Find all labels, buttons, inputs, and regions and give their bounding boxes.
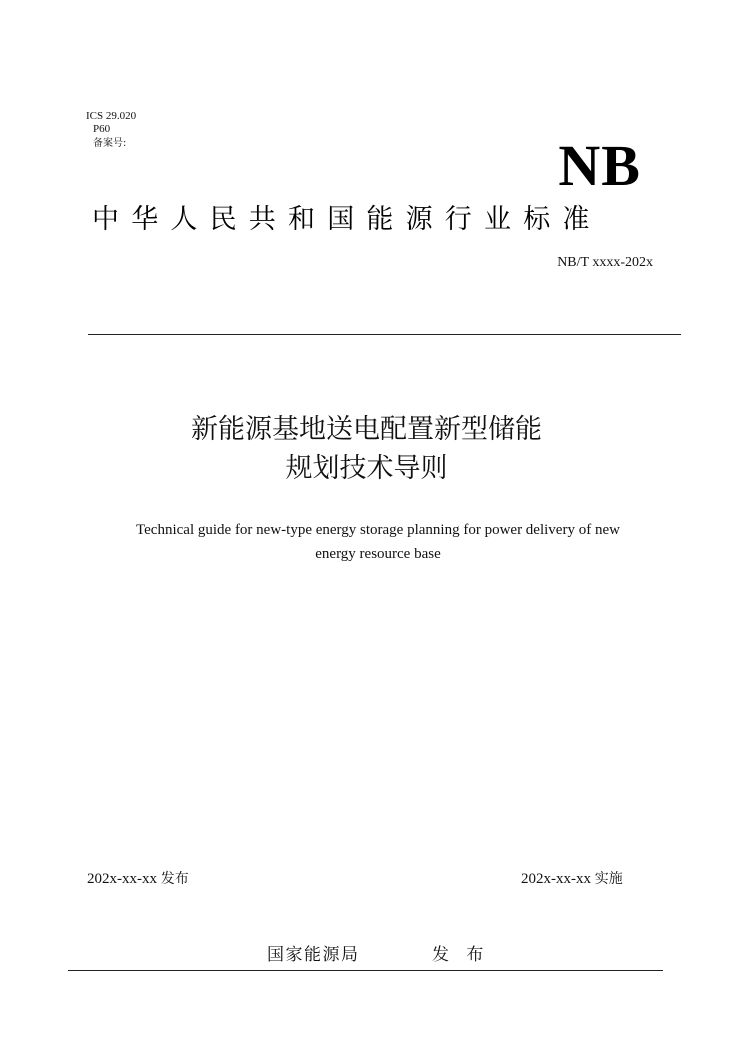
ics-code: ICS 29.020: [86, 110, 137, 122]
standard-number: NB/T xxxx-202x: [557, 255, 653, 270]
title-en-line1: Technical guide for new-type energy storage planning for power delivery of new: [136, 522, 620, 538]
title-cn-line1: 新能源基地送电配置新型储能: [191, 414, 542, 445]
issue-label: 发布: [160, 871, 189, 887]
nb-logo: NB: [558, 133, 641, 198]
standard-heading: 中华人民共和国能源行业标准: [92, 204, 602, 235]
implement-date: 202x-xx-xx: [521, 871, 591, 887]
title-en-line2: energy resource base: [315, 546, 441, 562]
publisher-name: 国家能源局: [267, 945, 360, 965]
issue-date: 202x-xx-xx: [87, 871, 157, 887]
classification-code: P60: [93, 123, 111, 135]
implement-label: 实施: [594, 871, 623, 887]
record-number-label: 备案号:: [93, 138, 127, 149]
bottom-divider: [68, 970, 663, 971]
title-cn-line2: 规划技术导则: [285, 453, 448, 484]
implement-date-block: [521, 869, 623, 889]
issue-date-block: [87, 869, 189, 889]
publish-label: 发 布: [432, 945, 490, 965]
top-divider: [88, 334, 681, 335]
